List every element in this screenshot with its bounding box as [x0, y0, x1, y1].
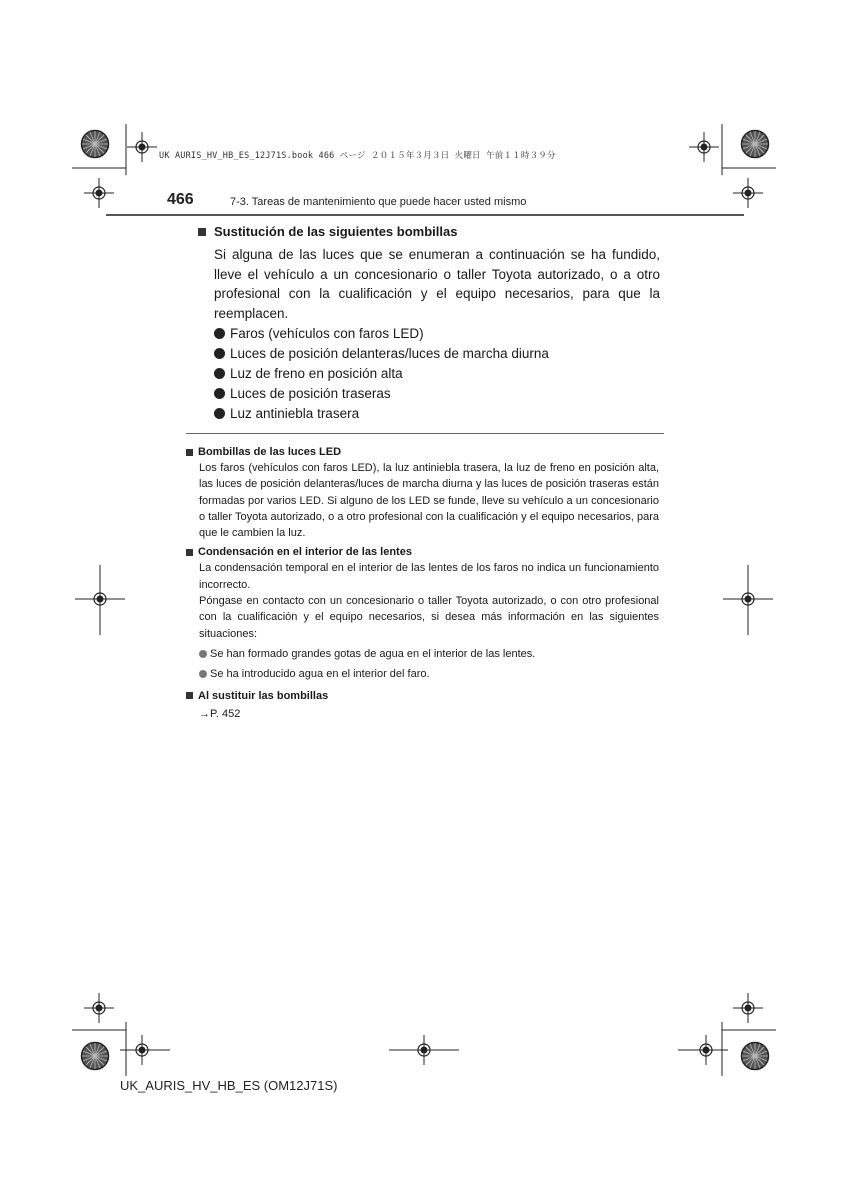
page-number: 466 [167, 191, 194, 208]
square-bullet-icon [198, 228, 206, 236]
list-item: Faros (vehículos con faros LED) [214, 324, 660, 344]
list-item: Luz de freno en posición alta [214, 364, 660, 384]
main-heading-text: Sustitución de las siguientes bombillas [214, 224, 458, 239]
registration-mark-icon [127, 132, 157, 162]
bullet-icon [214, 388, 225, 399]
page-reference-link[interactable]: →P. 452 [199, 707, 241, 720]
print-header: UK AURIS_HV_HB_ES_12J71S.book 466 ページ ２０１５年３月３日 火曜日 午前１１時３９分 [159, 151, 556, 161]
section-title: 7-3. Tareas de mantenimiento que puede hacer usted mismo [230, 196, 527, 208]
starburst-target-icon [740, 129, 770, 159]
bulb-list [198, 324, 660, 424]
note-heading-replace: Al sustituir las bombillas [186, 688, 659, 704]
notes-divider [186, 433, 664, 434]
square-bullet-icon [186, 549, 193, 556]
note-bullet-item: Se han formado grandes gotas de agua en el interior de las lentes. [199, 646, 659, 662]
header-rule [106, 214, 744, 216]
starburst-target-icon [740, 1041, 770, 1071]
bullet-icon [199, 670, 207, 678]
registration-mark-icon [723, 565, 773, 635]
list-item: Luces de posición delanteras/luces de marcha diurna [214, 344, 660, 364]
square-bullet-icon [186, 692, 193, 699]
registration-mark-icon [678, 1035, 728, 1065]
bullet-icon [199, 650, 207, 658]
registration-mark-icon [389, 1035, 459, 1065]
bullet-icon [214, 348, 225, 359]
note-heading-led: Bombillas de las luces LED [186, 444, 659, 460]
note-text-condensation-1: La condensación temporal en el interior de las lentes de los faros no indica un funcionamiento incorrecto. [199, 562, 659, 591]
main-paragraph: Si alguna de las luces que se enumeran a continuación se ha fundido, lleve el vehículo a un concesionario o taller Toyota autorizado, o a otro profesional con la cualificación y el equipo necesarios, para que la reemplacen. [214, 247, 660, 322]
registration-mark-icon [733, 178, 763, 208]
list-item: Luces de posición traseras [214, 384, 660, 404]
footer-code: UK_AURIS_HV_HB_ES (OM12J71S) [120, 1078, 338, 1093]
registration-mark-icon [75, 565, 125, 635]
registration-mark-icon [84, 993, 114, 1023]
note-bullet-item: Se ha introducido agua en el interior del faro. [199, 666, 659, 682]
main-section [198, 224, 660, 424]
registration-mark-icon [733, 993, 763, 1023]
starburst-target-icon [80, 129, 110, 159]
note-text-condensation-2: Póngase en contacto con un concesionario o taller Toyota autorizado, o con otro profesional con la cualificación y el equipo necesarios, si desea más información en las siguientes situaciones: [199, 595, 659, 640]
registration-mark-icon [120, 1035, 170, 1065]
registration-mark-icon [689, 132, 719, 162]
main-heading [198, 224, 660, 239]
note-heading-condensation: Condensación en el interior de las lentes [186, 544, 659, 560]
notes-section [186, 441, 659, 722]
bullet-icon [214, 408, 225, 419]
bullet-icon [214, 368, 225, 379]
list-item: Luz antiniebla trasera [214, 404, 660, 424]
bullet-icon [214, 328, 225, 339]
starburst-target-icon [80, 1041, 110, 1071]
note-text-led: Los faros (vehículos con faros LED), la luz antiniebla trasera, la luz de freno en posición alta, las luces de posición delanteras/luces de marcha diurna y las luces de posición traseras están formadas por varios LED. Si alguno de los LED se funde, lleve su vehículo a un concesionario o taller Toyota autorizado, o a otro profesional con la cualificación y el equipo necesarios, para que le cambien la luz. [199, 462, 659, 540]
square-bullet-icon [186, 449, 193, 456]
registration-mark-icon [84, 178, 114, 208]
